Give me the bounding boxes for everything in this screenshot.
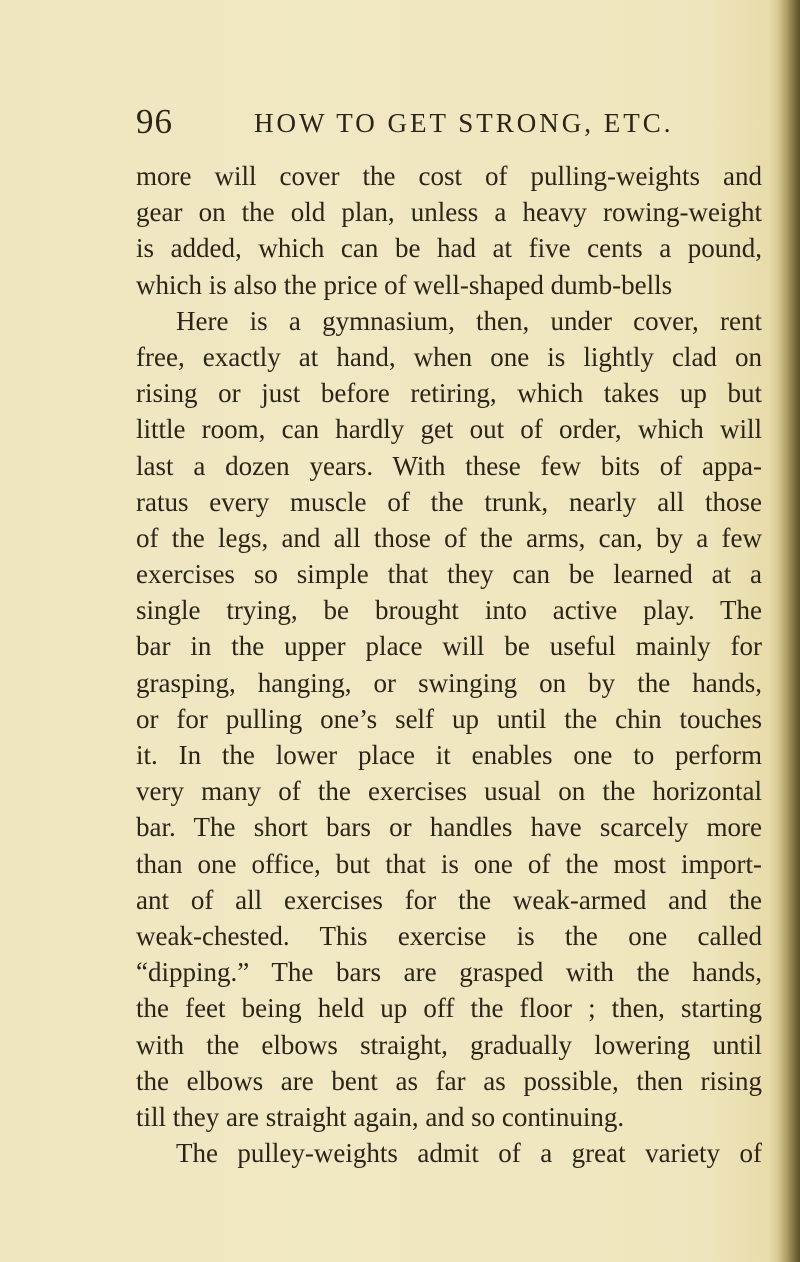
text-line: more will cover the cost of pulling-weights and: [136, 161, 762, 191]
page-edge-shadow: [778, 0, 800, 1262]
text-line: than one office, but that is one of the most import-: [136, 848, 762, 879]
text-line: bar in the upper place will be useful mainly for: [136, 631, 762, 662]
page-number: 96: [136, 102, 173, 141]
text-line: last a dozen years. With these few bits of appa-: [136, 450, 762, 481]
text-line: gear on the old plan, unless a heavy rowing-weight: [136, 197, 762, 228]
text-line: “dipping.” The bars are grasped with the hands,: [136, 957, 762, 988]
text-line: the elbows are bent as far as possible, then rising: [136, 1065, 762, 1096]
text-line: bar. The short bars or handles have scarcely more: [136, 812, 762, 843]
text-line: little room, can hardly get out of order, which will: [136, 414, 762, 445]
page-header: [136, 102, 766, 146]
text-line: free, exactly at hand, when one is lightly clad on: [136, 341, 762, 372]
text-line: weak-chested. This exercise is the one called: [136, 920, 762, 951]
text-line: the feet being held up off the floor ; then, starting: [136, 993, 762, 1024]
text-line: with the elbows straight, gradually lowering until: [136, 1029, 762, 1060]
running-head: HOW TO GET STRONG, ETC.: [254, 108, 674, 138]
text-line: The pulley-weights admit of a great variety of: [176, 1138, 762, 1169]
text-line: which is also the price of well-shaped dumb-bells: [136, 269, 673, 300]
text-line: grasping, hanging, or swinging on by the hands,: [136, 667, 762, 698]
text-line: rising or just before retiring, which takes up but: [136, 378, 762, 409]
text-line: ant of all exercises for the weak-armed and the: [136, 884, 762, 915]
text-line: exercises so simple that they can be learned at a: [136, 559, 762, 590]
text-line: ratus every muscle of the trunk, nearly all those: [136, 486, 762, 517]
text-line: till they are straight again, and so continuing.: [136, 1101, 625, 1132]
text-line: Here is a gymnasium, then, under cover, rent: [176, 305, 762, 336]
text-line: very many of the exercises usual on the horizontal: [136, 776, 762, 807]
body-text: [136, 158, 762, 1171]
text-line: single trying, be brought into active play. The: [136, 595, 762, 626]
text-line: of the legs, and all those of the arms, can, by a few: [136, 522, 762, 553]
text-line: or for pulling one’s self up until the chin touches: [136, 703, 762, 734]
text-line: is added, which can be had at five cents a pound,: [136, 233, 762, 264]
text-line: it. In the lower place it enables one to perform: [136, 740, 762, 770]
